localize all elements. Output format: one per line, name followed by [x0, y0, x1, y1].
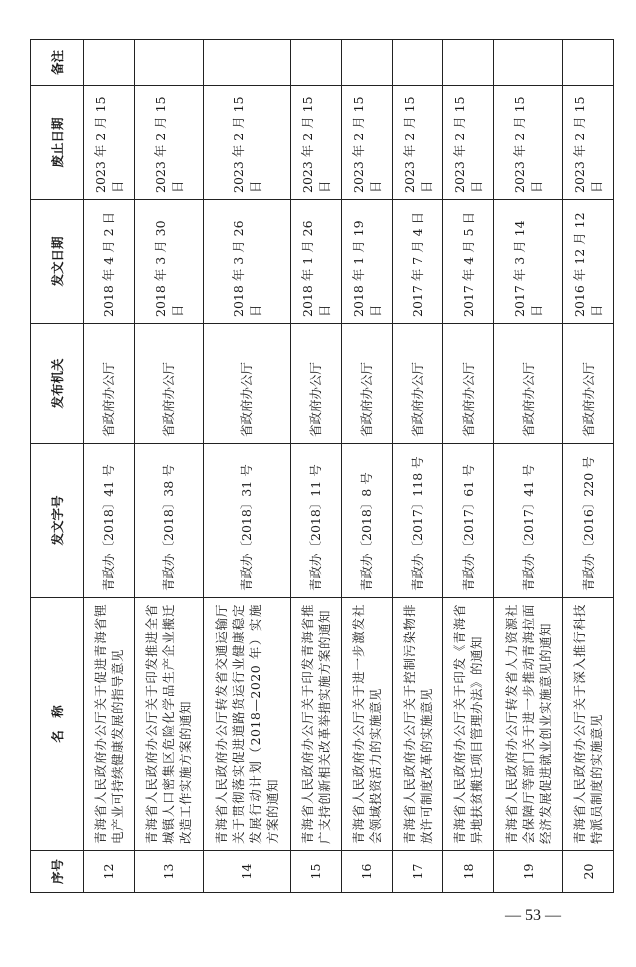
row-name: 青海省人民政府办公厅关于促进青海省锂电产业可持续健康发展的指导意见 [84, 598, 135, 851]
header-doc-no: 发文字号 [31, 444, 84, 598]
table-row [563, 40, 614, 893]
header-abolish-date: 废止日期 [31, 86, 84, 200]
row-remark [84, 40, 135, 86]
table-row [392, 40, 443, 893]
table-row [134, 40, 203, 893]
row-abolish-date: 2023 年 2 月 15 日 [494, 86, 563, 200]
row-doc-no: 青政办〔2018〕38 号 [134, 444, 203, 598]
row-seq: 20 [563, 851, 614, 893]
row-issuer: 省政府办公厅 [392, 324, 443, 444]
row-name: 青海省人民政府办公厅关于印发推进全省城镇人口密集区危险化学品生产企业搬迁改造工作实施方案的通知 [134, 598, 203, 851]
row-issuer: 省政府办公厅 [563, 324, 614, 444]
row-issue-date: 2017 年 7 月 4 日 [392, 200, 443, 324]
header-issuer: 发布机关 [31, 324, 84, 444]
row-doc-no: 青政办〔2017〕118 号 [392, 444, 443, 598]
table-row [203, 40, 290, 893]
row-abolish-date: 2023 年 2 月 15 日 [392, 86, 443, 200]
row-abolish-date: 2023 年 2 月 15 日 [203, 86, 290, 200]
row-issue-date: 2017 年 4 月 5 日 [443, 200, 494, 324]
row-remark [443, 40, 494, 86]
row-name: 青海省人民政府办公厅关于控制污染物排放许可制度改革的实施意见 [392, 598, 443, 851]
row-seq: 13 [134, 851, 203, 893]
row-abolish-date: 2023 年 2 月 15 日 [443, 86, 494, 200]
row-name: 青海省人民政府办公厅转发省人力资源社会保障厅等部门关于进一步推动青海拉面经济发展促进就业创业实施意见的通知 [494, 598, 563, 851]
row-abolish-date: 2023 年 2 月 15 日 [134, 86, 203, 200]
row-remark [134, 40, 203, 86]
table-row [291, 40, 342, 893]
row-name: 青海省人民政府办公厅转发省交通运输厅关于贯彻落实促进道路货运行业健康稳定发展行动计划（2018—2020 年）实施方案的通知 [203, 598, 290, 851]
rotated-table [30, 40, 614, 893]
row-issuer: 省政府办公厅 [203, 324, 290, 444]
header-issue-date: 发文日期 [31, 200, 84, 324]
row-issuer: 省政府办公厅 [134, 324, 203, 444]
row-name: 青海省人民政府办公厅关于深入推行科技特派员制度的实施意见 [563, 598, 614, 851]
row-issue-date: 2018 年 1 月 19 日 [341, 200, 392, 324]
row-abolish-date: 2023 年 2 月 15 日 [291, 86, 342, 200]
row-seq: 12 [84, 851, 135, 893]
row-name: 青海省人民政府办公厅关于印发《青海省异地扶贫搬迁项目管理办法》的通知 [443, 598, 494, 851]
row-remark [392, 40, 443, 86]
row-name: 青海省人民政府办公厅关于印发青海省推广支持创新相关改革举措实施方案的通知 [291, 598, 342, 851]
rotated-table-frame [30, 40, 614, 893]
row-issue-date: 2016 年 12 月 12 日 [563, 200, 614, 324]
row-doc-no: 青政办〔2018〕11 号 [291, 444, 342, 598]
row-issue-date: 2018 年 1 月 26 日 [291, 200, 342, 324]
row-doc-no: 青政办〔2018〕31 号 [203, 444, 290, 598]
table-row [84, 40, 135, 893]
table-row [494, 40, 563, 893]
row-doc-no: 青政办〔2017〕61 号 [443, 444, 494, 598]
row-doc-no: 青政办〔2018〕41 号 [84, 444, 135, 598]
row-seq: 18 [443, 851, 494, 893]
row-issue-date: 2017 年 3 月 14 日 [494, 200, 563, 324]
table-row [341, 40, 392, 893]
row-remark [341, 40, 392, 86]
row-seq: 19 [494, 851, 563, 893]
row-issuer: 省政府办公厅 [84, 324, 135, 444]
row-issue-date: 2018 年 3 月 30 日 [134, 200, 203, 324]
row-issuer: 省政府办公厅 [341, 324, 392, 444]
row-seq: 14 [203, 851, 290, 893]
row-issuer: 省政府办公厅 [443, 324, 494, 444]
row-doc-no: 青政办〔2018〕8 号 [341, 444, 392, 598]
header-seq: 序号 [31, 851, 84, 893]
page-number: — 53 — [505, 907, 561, 924]
abolished-documents-table [30, 39, 614, 893]
header-name: 名 称 [31, 598, 84, 851]
row-seq: 15 [291, 851, 342, 893]
row-abolish-date: 2023 年 2 月 15 日 [341, 86, 392, 200]
row-abolish-date: 2023 年 2 月 15 日 [84, 86, 135, 200]
row-issuer: 省政府办公厅 [494, 324, 563, 444]
table-header-row [31, 40, 84, 893]
table-row [443, 40, 494, 893]
row-seq: 16 [341, 851, 392, 893]
row-abolish-date: 2023 年 2 月 15 日 [563, 86, 614, 200]
row-issue-date: 2018 年 3 月 26 日 [203, 200, 290, 324]
row-remark [291, 40, 342, 86]
header-remark: 备注 [31, 40, 84, 86]
row-issue-date: 2018 年 4 月 2 日 [84, 200, 135, 324]
row-doc-no: 青政办〔2017〕41 号 [494, 444, 563, 598]
row-name: 青海省人民政府办公厅关于进一步激发社会领域投资活力的实施意见 [341, 598, 392, 851]
row-seq: 17 [392, 851, 443, 893]
row-remark [494, 40, 563, 86]
row-remark [203, 40, 290, 86]
row-doc-no: 青政办〔2016〕220 号 [563, 444, 614, 598]
row-issuer: 省政府办公厅 [291, 324, 342, 444]
row-remark [563, 40, 614, 86]
